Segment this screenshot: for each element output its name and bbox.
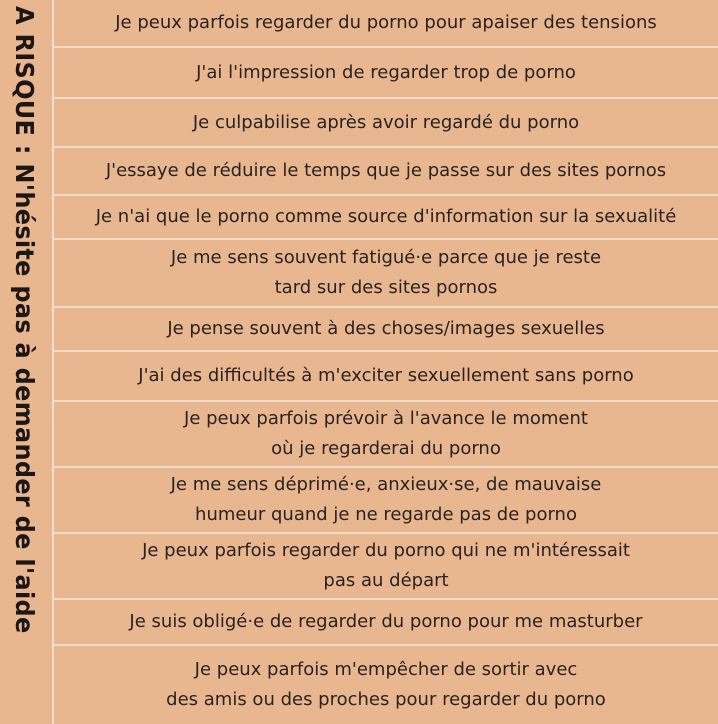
statement-row-7: Je pense souvent à des choses/images sexuelles <box>54 308 718 350</box>
statement-row-1: Je peux parfois regarder du porno pour apaiser des tensions <box>54 0 718 46</box>
side-heading <box>0 0 52 724</box>
statement-row-12: Je suis obligé·e de regarder du porno pour me masturber <box>54 600 718 644</box>
statement-row-9: Je peux parfois prévoir à l'avance le moment où je regarderai du porno <box>54 402 718 466</box>
statement-row-8: J'ai des difficultés à m'exciter sexuellement sans porno <box>54 352 718 400</box>
statement-row-2: J'ai l'impression de regarder trop de porno <box>54 48 718 97</box>
statement-row-6: Je me sens souvent fatigué·e parce que je reste tard sur des sites pornos <box>54 240 718 306</box>
statement-row-5: Je n'ai que le porno comme source d'information sur la sexualité <box>54 196 718 238</box>
statement-row-4: J'essaye de réduire le temps que je passe sur des sites pornos <box>54 148 718 194</box>
statement-row-11: Je peux parfois regarder du porno qui ne m'intéressait pas au départ <box>54 534 718 598</box>
risk-heading-text: A RISQUE : N'hésite pas à demander de l'aide <box>10 6 39 634</box>
statement-row-10: Je me sens déprimé·e, anxieux·se, de mauvaise humeur quand je ne regarde pas de porno <box>54 468 718 532</box>
statement-row-3: Je culpabilise après avoir regardé du porno <box>54 99 718 146</box>
statement-list <box>54 0 718 724</box>
statement-row-13: Je peux parfois m'empêcher de sortir avec des amis ou des proches pour regarder du porno <box>54 646 718 724</box>
